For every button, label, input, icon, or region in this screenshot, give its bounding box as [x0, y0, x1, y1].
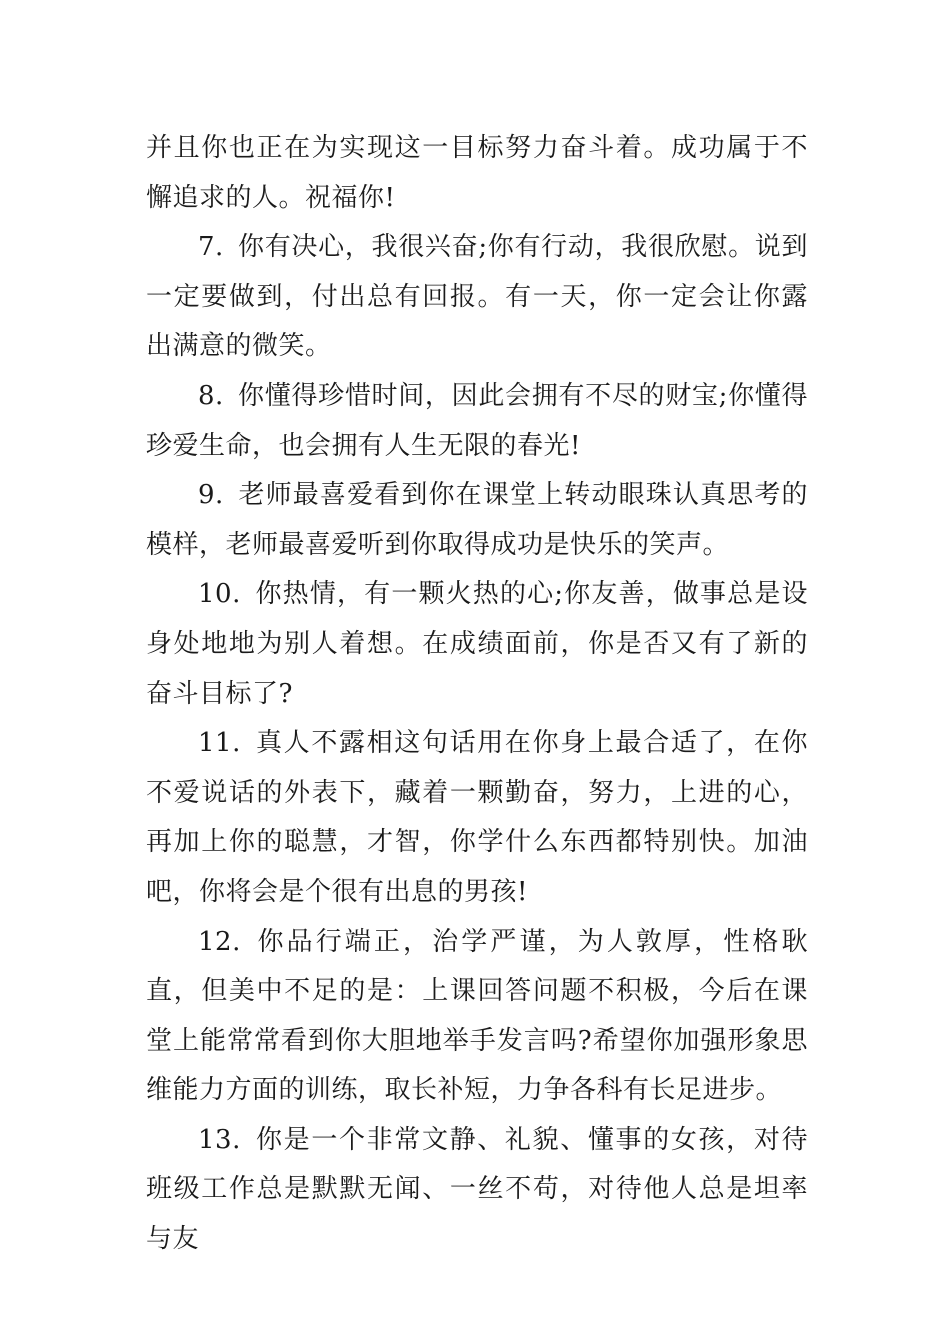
paragraph-11 [146, 719, 808, 917]
paragraph-text: 你热情，有一颗火热的心;你友善，做事总是设身处地地为别人着想。在成绩面前，你是否又有了新的奋斗目标了? [146, 579, 808, 709]
paragraph-9 [146, 471, 808, 570]
paragraph-number: 12. [198, 926, 241, 957]
paragraph-number: 10. [198, 579, 241, 610]
document-body [146, 124, 808, 1265]
paragraph-text: 老师最喜爱看到你在课堂上转动眼珠认真思考的模样，老师最喜爱听到你取得成功是快乐的笑声。 [146, 480, 808, 560]
paragraph-13 [146, 1116, 808, 1265]
paragraph-7 [146, 223, 808, 372]
paragraph-number: 9. [198, 480, 224, 511]
paragraph-text: 你品行端正，治学严谨，为人敦厚，性格耿直，但美中不足的是：上课回答问题不积极，今后在课堂上能常常看到你大胆地举手发言吗?希望你加强形象思维能力方面的训练，取长补短，力争各科有长足进步。 [146, 926, 808, 1106]
paragraph-number: 13. [198, 1124, 241, 1155]
paragraph-number: 7. [198, 232, 224, 263]
paragraph-continued [146, 124, 808, 223]
paragraph-text: 你是一个非常文静、礼貌、懂事的女孩，对待班级工作总是默默无闻、一丝不苟，对待他人总是坦率与友 [146, 1124, 808, 1255]
paragraph-text: 你懂得珍惜时间，因此会拥有不尽的财宝;你懂得珍爱生命，也会拥有人生无限的春光! [146, 380, 808, 461]
paragraph-text: 并且你也正在为实现这一目标努力奋斗着。成功属于不懈追求的人。祝福你! [146, 133, 808, 213]
paragraph-number: 11. [198, 728, 241, 759]
paragraph-8 [146, 372, 808, 471]
paragraph-text: 真人不露相这句话用在你身上最合适了，在你不爱说话的外表下，藏着一颗勤奋，努力，上进的心，再加上你的聪慧，才智，你学什么东西都特别快。加油吧，你将会是个很有出息的男孩! [146, 728, 808, 907]
paragraph-10 [146, 570, 808, 719]
paragraph-number: 8. [198, 380, 224, 411]
paragraph-12 [146, 918, 808, 1116]
paragraph-text: 你有决心，我很兴奋;你有行动，我很欣慰。说到一定要做到，付出总有回报。有一天，你一定会让你露出满意的微笑。 [146, 232, 808, 362]
